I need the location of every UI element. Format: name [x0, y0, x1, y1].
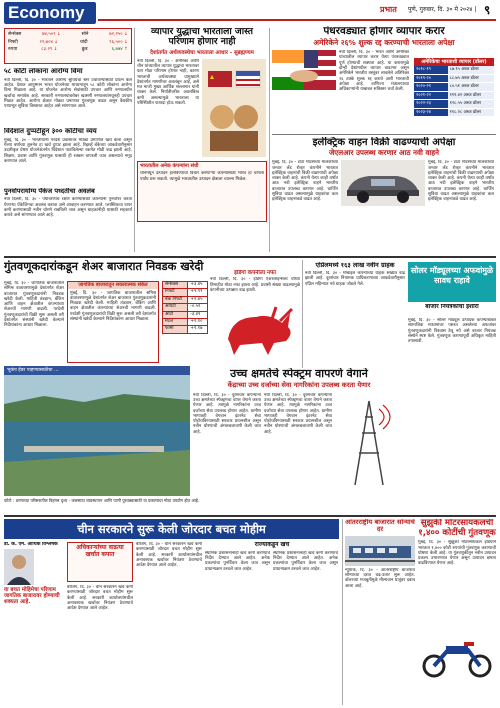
trade-war-box — [137, 161, 267, 223]
page-number: ९ — [484, 3, 491, 17]
table-cell: +१.१० — [188, 319, 208, 326]
story-subheadline: देशांतर्गत अर्थव्यवस्थेचा भारताला आधार - सुब्रह्मण्यम — [150, 49, 254, 56]
story-body: नवी दिल्ली, दि. ३० - भारत आणि अमेरिका यांच्यातील व्यापार करार येत्या पंधरवड्यात पूर्ण होण्याची शक्यता आहे. या करारामुळे दोन्ही देशांमधील व्यापार वाढणार असून अमेरिकेने भारतीय वस्तूंवर लावलेले अतिरिक्त २६ टक्के शुल्क रद्द करावे अशी भारताची अपेक्षा आहे. वाणिज्य मंत्रालयाच्या अधिकाऱ्यांनी याबाबत सविस्तर चर्चा केली. — [339, 50, 409, 93]
table-cell: बँक निफ्टी — [163, 296, 188, 303]
table-cell: ११८.२८ अब्ज डॉलर — [448, 109, 494, 117]
profile-quote: या बचत मोहिमेचा परिणाम जागतिक बाजारावर होण्याची शक्यता आहे. — [4, 587, 60, 606]
table-cell: +९.९९ — [188, 289, 208, 296]
table-cell: २०१८-१९ — [414, 66, 448, 74]
table-cell: +१.४५ — [188, 296, 208, 303]
china-profile — [4, 542, 64, 702]
table-cell: २०२३-२४ — [414, 109, 448, 117]
story-subheadline: केंद्राच्या उच्च दर्जाच्या सेवा नागरिकांना उपलब्ध करता येणार — [227, 381, 371, 390]
box-body: चीनमधून उत्पादन हलविण्याचा विचार करणाऱ्या कंपन्यांसाठी भारत हा चांगला पर्याय ठरू शकतो. त्यामुळे भारतातील उत्पादन क्षेत्राला चालना मिळेल. — [140, 171, 264, 182]
bull-illustration — [210, 299, 300, 361]
table-row — [163, 296, 208, 303]
box-body: मुंबई, दि. ३० - जागतिक बाजारातील संमिश्र वातावरणामुळे देशांतर्गत शेअर बाजारात गुंतवणूकदारांनी निवडक खरेदी केली. माहिती तंत्रज्ञान, बँकिंग आणि वाहन क्षेत्रातील कंपन्यांच्या शेअरची मागणी वाढली. परदेशी गुंतवणूकदारांची विक्री सुरू असली तरी देशांतर्गत संस्थांनी खरेदी केल्याने निर्देशांकांना आधार मिळाला. — [70, 290, 156, 323]
ticker-value: ७४,५०२ ↓ — [42, 32, 61, 37]
story-body: नवी दिल्ली, दि. ३० - मोबाइल कंपन्यांच्या ग्राहक संख्येत वाढ झाली आहे. दूरसंचार नियामक प्राधिकरणाच्या आकडेवारीनुसार एप्रिल महिन्यात नवे ग्राहक जोडले गेले. — [305, 271, 405, 287]
table-cell: मेटल — [163, 319, 188, 326]
story-china-states — [205, 542, 339, 702]
headline-investors — [4, 260, 244, 280]
ticker-value: ९६,५०० ↓ — [109, 39, 128, 45]
table-cell: ८०.५१ अब्ज डॉलर — [448, 83, 494, 91]
ticker-value: ६,७७४ ↑ — [111, 47, 128, 52]
ticker-value: २२,७०४ ↓ — [39, 39, 59, 45]
story-headline: गुंतवणूकदारांकडून शेअर बाजारात निवडक खरेदी — [4, 260, 204, 273]
story-headline: ५८ कोटी लोकांना आरोग्य विमा — [4, 68, 83, 75]
dam-photo-banner — [4, 366, 190, 375]
tower-illustration — [335, 393, 403, 489]
story-subheadline: जेएलआर उपलब्ध करणार आठ नवी वाहने — [328, 148, 440, 158]
table-cell: निफ्टी — [163, 289, 188, 296]
story-headline: व्यापार युद्धाचा भारताला जास्त परिणाम होणार नाही — [151, 27, 253, 48]
table-row — [163, 326, 208, 333]
table-row — [163, 282, 208, 289]
story-body: नवी दिल्ली, दि. ३० - इंडिगो एअरलाइन्सला चौथ्या तिमाहीत मोठा नफा झाला आहे. प्रवासी संख्या वाढल्यामुळे कंपनीच्या उत्पन्नात वाढ झाली. — [210, 277, 300, 293]
ticker-label: सेन्सेक्स — [8, 32, 22, 37]
china-banner: चीन सरकारने सुरू केली जोरदार बचत मोहीम — [4, 519, 339, 539]
solar-subhead — [408, 304, 496, 316]
ticker-row — [8, 39, 128, 47]
photo-banner-text: भूकंप हेडर पाहण्यासाठीचा ... — [7, 368, 59, 373]
story-ev-sales — [272, 137, 496, 255]
story-body: न्यूयॉर्क, दि. ३० - आंतरराष्ट्रीय बाजारात सोन्याच्या दरात चढ-उतार सुरू आहेत. डॉलरच्या मजबुतीमुळे मौल्यवान धातूंवर दबाव आला आहे. — [345, 567, 415, 589]
table-row — [163, 304, 208, 311]
table-row — [414, 66, 494, 74]
date-line: पुणे, गुरुवार, दि. ३० मे २०२४ | — [408, 6, 477, 13]
ticker-value: ८३.२९ ↓ — [41, 47, 58, 52]
story-body: मुंबई, दि. ३० - भारतीयांनी परदेश प्रवासावर मोठ्या प्रमाणात खर्च केला असून गेल्या वर्षाच्या तुलनेत हा खर्च दुप्पट झाला आहे. रिझर्व्ह बँकेच्या आकडेवारीनुसार उदारीकृत प्रेषण योजनेअंतर्गत विदेशात पाठविलेल्या रकमेत मोठी वाढ झाली आहे. शिक्षण, प्रवास आणि गुंतवणूक यासाठी ही रक्कम वापरली जात असल्याचे नमूद करण्यात आले. — [4, 137, 132, 165]
section-divider — [4, 515, 496, 517]
flags-handshake-photo — [272, 50, 336, 90]
story-body: नवी दिल्ली, दि. ३० - अमेरिका आणि चीन यांच्यातील व्यापार युद्धाचा भारतावर फार मोठा परिणाम होणार नाही, कारण भारताची अर्थव्यवस्था प्रामुख्याने देशांतर्गत मागणीवर अवलंबून आहे, असे मत माजी मुख्य आर्थिक सल्लागार यांनी व्यक्त केले. निर्यातीवरील अवलंबित्व कमी असल्यामुळे भारताला या परिस्थितीत फायदा होऊ शकतो. — [137, 58, 199, 107]
story-china — [67, 585, 133, 703]
column-rule — [342, 519, 343, 705]
box-title: अधिकाऱ्यांच्या वाढत्या खर्चात कपात — [76, 544, 124, 558]
box-title: भारतातील अनेक कंपन्यांना संधी — [140, 162, 199, 169]
story-subheadline: बाजार नियंत्रकाचा इशारा — [425, 304, 479, 310]
market-box — [67, 281, 159, 363]
story-packaging — [4, 188, 132, 250]
box-title: जागतिक बाजारातून सकारात्मक संकेत — [68, 282, 158, 289]
ticker-label: चांदी — [79, 39, 88, 45]
story-body-cont: नवी दिल्ली, दि. ३० - दूरसंचार कंपन्यांना उच्च क्षमतेच्या स्पेक्ट्रमचा वापर वेगाने करता येणार आहे. त्यामुळे नागरिकांना उच्च दर्जाच्या सेवा उपलब्ध होणार आहेत. ग्रामीण भागातही वेगवान इंटरनेट सेवा पोहोचविण्यासाठी सरकार प्रयत्नशील असून नवीन धोरणाची अंमलबजावणी केली जात आहे. — [264, 392, 332, 435]
header-rule — [98, 19, 496, 21]
table-cell: सेन्सेक्स — [163, 282, 188, 289]
story-headline: पुनर्वापरायोग्य पॅकेज पध्दतीचा अवलंब — [4, 188, 95, 195]
row-rule — [272, 134, 496, 135]
table-cell: ८८.७५ अब्ज डॉलर — [448, 75, 494, 83]
train-photo — [345, 536, 415, 566]
ticker-row — [8, 46, 128, 54]
table-cell: ११९.४२ अब्ज डॉलर — [448, 92, 494, 100]
story-body: मुंबई, दि. ३० - जागतिक बाजारातील संमिश्र वातावरणामुळे देशांतर्गत शेअर बाजारात गुंतवणूकदारांनी निवडक खरेदी केली. माहिती तंत्रज्ञान, बँकिंग आणि वाहन क्षेत्रातील कंपन्यांच्या शेअरची मागणी वाढली. परदेशी गुंतवणूकदारांची विक्री सुरू असली तरी देशांतर्गत संस्थांनी खरेदी केल्याने निर्देशांकांना आधार मिळाला. — [4, 281, 64, 329]
table-cell: +१.१७ — [188, 326, 208, 333]
story-body: स्थानिक प्रशासनांनाही खर्च कमी करण्याचे निर्देश देण्यात आले आहेत. अनेक प्रकल्पांचा पुनर्विचार केला जात असून प्राधान्यक्रम ठरवले जात आहेत. — [205, 550, 270, 572]
story-body-cont: मुंबई, दि. ३० - टाटा मोटर्सच्या मालकीच्या जग्वार लँड रोव्हर कंपनीने भारतात इलेक्ट्रिक वाहनांची विक्री वाढण्याची अपेक्षा व्यक्त केली आहे. कंपनी येत्या काही वर्षांत आठ नवी इलेक्ट्रिक वाहने भारतीय बाजारात उपलब्ध करणार आहे. चार्जिंग सुविधा वाढत असल्यामुळे ग्राहकांचा कल इलेक्ट्रिक वाहनांकडे वाढत आहे. — [428, 160, 494, 203]
story-body: मुंबई, दि. ३० - टाटा मोटर्सच्या मालकीच्या जग्वार लँड रोव्हर कंपनीने भारतात इलेक्ट्रिक वाहनांची विक्री वाढण्याची अपेक्षा व्यक्त केली आहे. कंपनी येत्या काही वर्षांत आठ नवी इलेक्ट्रिक वाहने भारतीय बाजारात उपलब्ध करणार आहे. चार्जिंग सुविधा वाढत असल्यामुळे ग्राहकांचा कल इलेक्ट्रिक वाहनांकडे वाढत आहे. — [272, 160, 338, 203]
table-cell: ८७.९५ अब्ज डॉलर — [448, 66, 494, 74]
column-rule — [302, 260, 303, 368]
market-ticker — [4, 28, 132, 64]
china-box — [67, 542, 133, 582]
section-divider — [4, 256, 496, 258]
table-row — [414, 92, 494, 100]
market-index-table — [162, 281, 208, 363]
table-title: अमेरिकेचा भारताशी व्यापार (डॉलर) — [414, 58, 494, 66]
story-subheadline: अमेरिकेने २६% शुल्क रद्द करण्याची भारताला अपेक्षा — [313, 37, 455, 47]
story-body: नवी दिल्ली, दि. ३० - दूरसंचार कंपन्यांना उच्च क्षमतेच्या स्पेक्ट्रमचा वापर वेगाने करता येणार आहे. त्यामुळे नागरिकांना उच्च दर्जाच्या सेवा उपलब्ध होणार आहेत. ग्रामीण भागातही वेगवान इंटरनेट सेवा पोहोचविण्यासाठी सरकार प्रयत्नशील असून नवीन धोरणाची अंमलबजावणी केली जात आहे. — [193, 392, 261, 435]
table-row — [414, 75, 494, 83]
table-row — [163, 311, 208, 318]
story-headline: विदेशात दुप्पटीहून ३०० कोटींचा व्यय — [4, 128, 97, 135]
us-trade-table — [414, 58, 494, 117]
table-cell: २०१९-२० — [414, 75, 448, 83]
ticker-label: निफ्टी — [8, 39, 18, 45]
table-row — [414, 100, 494, 108]
trade-war-illustration — [202, 59, 266, 157]
column-rule — [269, 28, 270, 252]
table-cell: -०.५१ — [188, 304, 208, 311]
ticker-label: सोने — [81, 32, 89, 37]
story-body: नवी दिल्ली, दि. ३० - भारताने आरोग्य सुविधेचा स्तर उंचावण्यासाठी प्रयत्न केले आहेत. देशात आयुष्मान भारत योजनेच्या माध्यमातून ५८ कोटी लोकांना आरोग्य विमा मिळाला आहे. या योजनेत आरोग्य सेवांसाठी उपचार आणि रुग्णालयीन खर्चाचा समावेश आहे. सरकारी रुग्णालयांबरोबर खासगी रुग्णालयांमधूनही उपचार मिळत आहेत. आरोग्य क्षेत्रात मोठ्या प्रमाणात गुंतवणूक वाढत असून वैद्यकीय पायाभूत सुविधा विस्तारत आहेत असे सांगण्यात आले. — [4, 77, 132, 110]
story-headline: सुझुकी मोटरसायकलची १,४०० कोटींची गुंतवणूक — [418, 519, 496, 538]
solar-banner: सोलर मॉड्यूलच्या अफवांमुळे सावध राहावे — [408, 262, 496, 302]
profile-avatar — [4, 549, 34, 585]
story-indigo — [210, 270, 300, 365]
table-row — [414, 109, 494, 117]
profile-name: डॉ. के. एम. आर्थिक विश्लेषक — [4, 542, 58, 547]
story-body: मुंबई, दि. ३० - सोलर मॉड्यूल उत्पादक कंपन्यांबाबत सामाजिक माध्यमांवर पसरत असलेल्या अफवांवर गुंतवणूकदारांनी विश्वास ठेवू नये असे बाजार नियंत्रक संस्थेने स्पष्ट केले. गुंतवणूक करण्यापूर्वी अधिकृत माहिती तपासावी. — [408, 318, 496, 345]
ticker-value: ७२,१५० ↓ — [109, 32, 128, 37]
ticker-label: रुपया — [8, 47, 18, 52]
table-cell: २०२०-२१ — [414, 83, 448, 91]
story-body: नवी दिल्ली, दि. ३० - पर्यावरणाचे रक्षण करण्यासाठी कंपन्यांनी पुनर्वापर करता येणाऱ्या पॅकेजिंगचा अवलंब करावा असे आवाहन करण्यात आले. प्लास्टिकचा वापर कमी करण्यासाठी नवीन धोरणे राबविली जात असून ग्राहकांनीही यासाठी सहकार्य करावे असे सांगण्यात आले आहे. — [4, 197, 132, 219]
column-rule — [134, 28, 135, 252]
story-body: बीजिंग, दि. ३० - चीन सरकारने खर्च कमी करण्यासाठी जोरदार बचत मोहीम सुरू केली आहे. सरकारी कार्यालयांमधील अनावश्यक खर्चावर नियंत्रण ठेवण्याचे आदेश देण्यात आले आहेत. — [67, 585, 133, 612]
dam-photo — [4, 366, 190, 496]
story-foreign-spend — [4, 128, 132, 186]
story-mobile-customers — [305, 262, 405, 368]
table-row — [163, 319, 208, 326]
story-body-cont: स्थानिक प्रशासनांनाही खर्च कमी करण्याचे निर्देश देण्यात आले आहेत. अनेक प्रकल्पांचा पुनर्विचार केला जात असून प्राधान्यक्रम ठरवले जात आहेत. — [273, 550, 338, 572]
ticker-label: क्रुड — [81, 47, 88, 52]
story-headline: इंडिगो कंपनीला नफा — [234, 270, 276, 276]
story-headline: उच्च क्षमतेचे स्पेक्ट्रम वापरणे वेगाने — [230, 368, 368, 380]
ticker-row — [8, 31, 128, 39]
table-row — [414, 83, 494, 91]
column-title: राज्यांकडून खर्च — [254, 542, 290, 548]
story-headline: पंधरवड्यात होणार व्यापार करार — [323, 26, 445, 37]
story-suzuki — [418, 519, 496, 705]
motorcycle-photo — [418, 632, 496, 680]
story-headline: आंतरराष्ट्रीय बाजारात सोन्याचे दर — [345, 519, 415, 534]
table-cell: २०२२-२३ — [414, 100, 448, 108]
story-gold-international — [345, 519, 415, 705]
story-solar — [408, 318, 496, 430]
story-body: मुंबई, दि. ३० - सुझुकी मोटरसायकल इंडियाने भारतात १,४०० कोटी रुपयांची गुंतवणूक करण्याची घोषणा केली आहे. या गुंतवणुकीतून नवीन उत्पादन प्रकल्प उभारण्यात येणार असून उत्पादन क्षमता वाढविण्यात येणार आहे. — [418, 540, 496, 567]
photo-caption: फोटो : धरणाच्या परिसरातील विहंगम दृश्य - जलसाठा व्यवस्थापन आणि पाणी पुरवठ्यासाठी या प्रकल्पाचा मोठा उपयोग होत आहे. — [4, 498, 200, 503]
table-cell: आयटी — [163, 304, 188, 311]
table-cell: +३.४५ — [188, 282, 208, 289]
table-row — [163, 289, 208, 296]
story-trade-war — [137, 27, 267, 253]
story-investors — [4, 281, 64, 361]
table-cell: १२८.५५ अब्ज डॉलर — [448, 100, 494, 108]
section-masthead: Economy — [4, 2, 96, 24]
table-cell: -३.४९ — [188, 311, 208, 318]
table-cell: फार्मा — [163, 326, 188, 333]
story-body: बीजिंग, दि. ३० - चीन सरकारने खर्च कमी करण्यासाठी जोरदार बचत मोहीम सुरू केली आहे. सरकारी कार्यालयांमधील अनावश्यक खर्चावर नियंत्रण ठेवण्याचे आदेश देण्यात आले आहेत. — [136, 542, 202, 569]
paper-name: प्रभात — [380, 5, 397, 14]
story-headline: इलेक्ट्रिक वाहन विक्री वाढण्याची अपेक्षा — [312, 137, 456, 148]
car-photo — [341, 160, 425, 206]
table-cell: २०२१-२२ — [414, 92, 448, 100]
table-cell: ऑटो — [163, 311, 188, 318]
story-spectrum — [193, 368, 405, 496]
dam-caption — [4, 498, 496, 514]
story-headline: एप्रिलमध्ये १६३ लाख नवीन ग्राहक — [315, 262, 395, 269]
story-china-cont — [136, 542, 202, 702]
story-health-insurance — [4, 68, 132, 126]
